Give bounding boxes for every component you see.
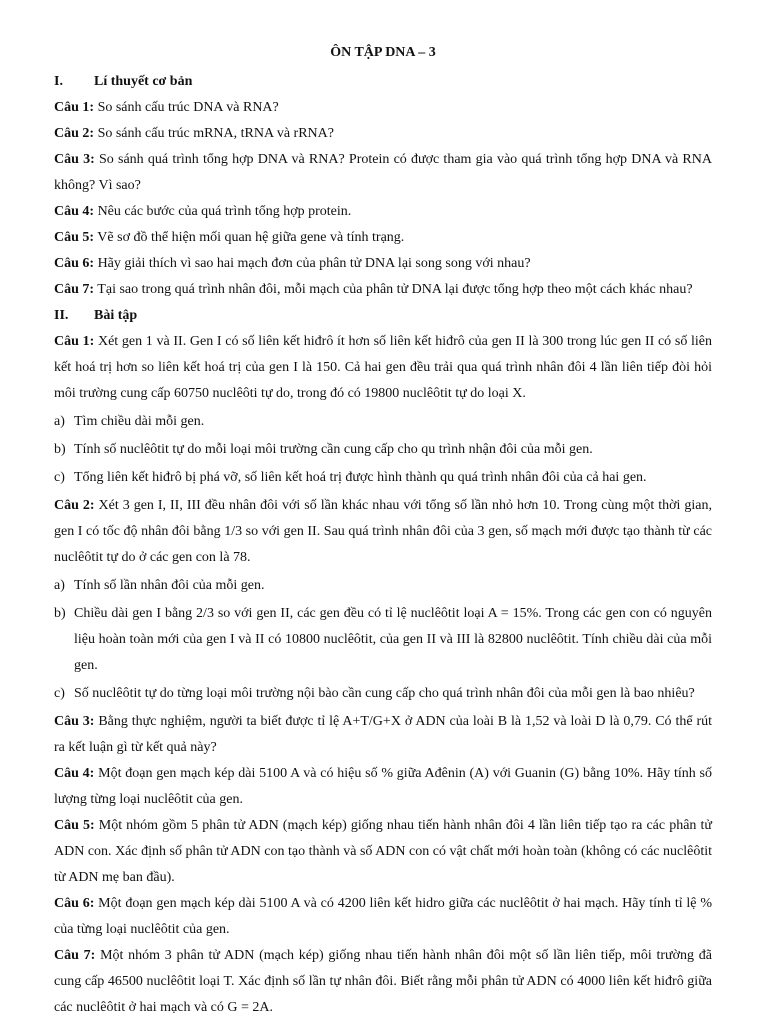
s2-question-5: Câu 5: Một nhóm gồm 5 phân tử ADN (mạch kép) giống nhau tiến hành nhân đôi 4 lần liên tiếp tạo ra các phân tử ADN con. Xác định số phân tử ADN con tạo thành và số ADN con có vật chất mới hoàn toàn (không có các nuclêôtit từ ADN mẹ ban đầu).	[54, 818, 712, 885]
section-1-number: I.	[54, 74, 63, 89]
section-2-number: II.	[54, 308, 69, 323]
s1-question-7: Câu 7: Tại sao trong quá trình nhân đôi, mỗi mạch của phân tử DNA lại được tổng hợp theo một cách khác nhau?	[54, 282, 693, 297]
s2-q2-sub-b: b) Chiều dài gen I bằng 2/3 so với gen II, các gen đều có tỉ lệ nuclêôtit loại A = 15%. Trong các gen con có nguyên liệu hoàn toàn mới của gen I và II có 10800 nuclêôtit, của gen II và III là 82800 nuclêôtit. Tính chiều dài của mỗi gen.	[54, 606, 712, 673]
section-2-title: Bài tập	[94, 308, 138, 323]
s1-question-2: Câu 2: So sánh cấu trúc mRNA, tRNA và rRNA?	[54, 126, 334, 141]
s2-q2-sub-c: c) Số nuclêôtit tự do từng loại môi trường nội bào cần cung cấp cho quá trình nhân đôi của mỗi gen là bao nhiêu?	[54, 686, 695, 701]
s2-question-7: Câu 7: Một nhóm 3 phân tử ADN (mạch kép) giống nhau tiến hành nhân đôi một số lần liên tiếp, môi trường đã cung cấp 46500 nuclêôtit loại T. Xác định số lần tự nhân đôi. Biết rằng mỗi phân tử ADN có 4000 liên kết hiđrô giữa các nuclêôtit ở hai mạch và có G = 2A.	[54, 948, 712, 1015]
section-1-heading	[54, 69, 712, 95]
section-2-heading	[54, 303, 712, 329]
s2-question-6: Câu 6: Một đoạn gen mạch kép dài 5100 A và có 4200 liên kết hidro giữa các nuclêôtit ở hai mạch. Hãy tính tỉ lệ % của từng loại nuclêôtit của gen.	[54, 896, 712, 937]
s2-q1-sub-c: c) Tổng liên kết hiđrô bị phá vỡ, số liên kết hoá trị được hình thành qu quá trình nhân đôi của cả hai gen.	[54, 470, 647, 485]
s2-q1-sub-b: b) Tính số nuclêôtit tự do mỗi loại môi trường cần cung cấp cho qu trình nhận đôi của mỗi gen.	[54, 442, 593, 457]
page-title: ÔN TẬP DNA – 3	[330, 45, 436, 60]
s1-question-3: Câu 3: So sánh quá trình tổng hợp DNA và RNA? Protein có được tham gia vào quá trình tổng hợp DNA và RNA không? Vì sao?	[54, 152, 712, 193]
s2-question-4: Câu 4: Một đoạn gen mạch kép dài 5100 A và có hiệu số % giữa Ađênin (A) với Guanin (G) bằng 10%. Hãy tính số lượng từng loại nuclêôtit của gen.	[54, 766, 713, 807]
s2-question-2: Câu 2: Xét 3 gen I, II, III đều nhân đôi với số lần khác nhau với tổng số lần nhỏ hơn 10. Trong cùng một thời gian, gen I có tốc độ nhân đôi bằng 1/3 so với gen II. Sau quá trình nhân đôi của 3 gen, số mạch mới được tạo thành từ các nuclêôtit tự do ở các gen con là 78.	[54, 498, 713, 565]
s2-question-1: Câu 1: Xét gen 1 và II. Gen I có số liên kết hiđrô ít hơn số liên kết hiđrô của gen II là 300 trong lúc gen II có số liên kết hoá trị hơn so liên kết hoá trị của gen I là 150. Cả hai gen đều trải qua quá trình nhân đôi 4 lần liên tiếp đòi hỏi môi trường cung cấp 60750 nuclêôti tự do, trong đó có 19800 nuclêôtit tự do loại X.	[54, 334, 713, 401]
s1-question-6: Câu 6: Hãy giải thích vì sao hai mạch đơn của phân tử DNA lại song song với nhau?	[54, 256, 531, 271]
section-1-title: Lí thuyết cơ bản	[94, 74, 193, 89]
s2-question-3: Câu 3: Bằng thực nghiệm, người ta biết được tỉ lệ A+T/G+X ở ADN của loài B là 1,52 và loài D là 0,79. Có thể rút ra kết luận gì từ kết quả này?	[54, 714, 712, 755]
s1-question-1: Câu 1: So sánh cấu trúc DNA và RNA?	[54, 100, 279, 115]
s1-question-4: Câu 4: Nêu các bước của quá trình tổng hợp protein.	[54, 204, 352, 219]
s2-q1-sub-a: a) Tìm chiều dài mỗi gen.	[54, 414, 205, 429]
s1-question-5: Câu 5: Vẽ sơ đồ thể hiện mối quan hệ giữa gene và tính trạng.	[54, 230, 405, 245]
s2-q2-sub-a: a) Tính số lần nhân đôi của mỗi gen.	[54, 578, 265, 593]
